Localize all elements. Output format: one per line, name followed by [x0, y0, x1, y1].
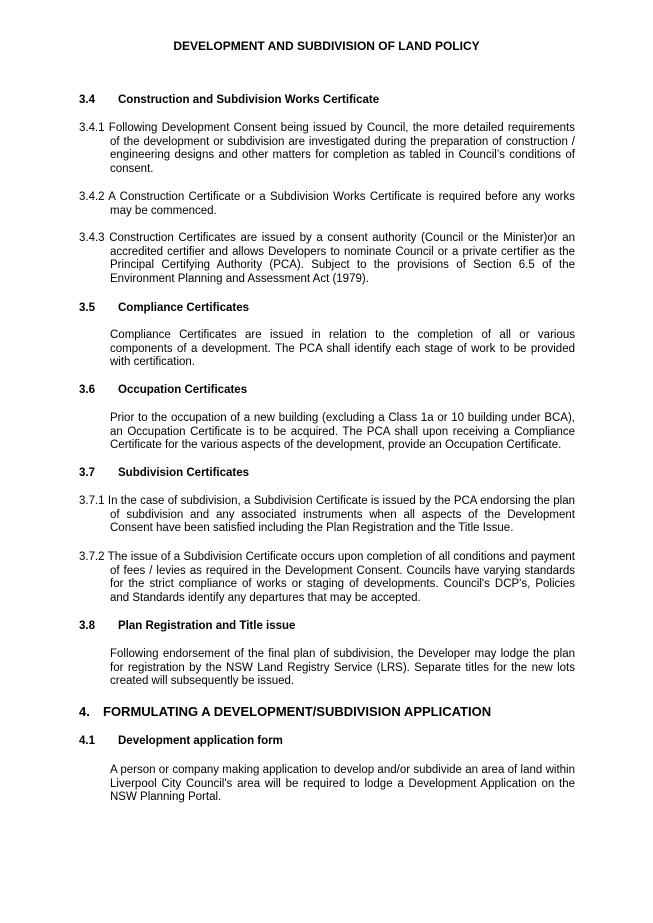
section-number: 4.: [79, 704, 90, 719]
paragraph-3-4-1: 3.4.1 Following Development Consent being issued by Council, the more detailed requirements of the development or subdivision are investigated during the preparation of construction / engineering designs and other matters for completion as tabled in Council’s conditions of consent.: [79, 122, 575, 175]
paragraph-4-1: A person or company making application to develop and/or subdivide an area of land within Liverpool City Council's area will be required to lodge a Development Application on the NSW Planning Portal.: [110, 764, 575, 804]
section-number: 3.7: [79, 467, 95, 479]
section-title: Plan Registration and Title issue: [118, 620, 296, 632]
section-title: FORMULATING A DEVELOPMENT/SUBDIVISION APPLICATION: [103, 704, 492, 719]
section-4-1-heading: [79, 735, 283, 749]
paragraph-3-8: Following endorsement of the final plan of subdivision, the Developer may lodge the plan for registration by the NSW Land Registry Service (LRS). Separate titles for the new lots created will subsequently be issued.: [110, 648, 575, 688]
section-title: Construction and Subdivision Works Certificate: [118, 94, 380, 106]
section-number: 3.5: [79, 302, 95, 314]
paragraph-3-5: Compliance Certificates are issued in relation to the completion of all or various components of a development. The PCA shall identify each stage of work to be provided with certification.: [110, 329, 575, 369]
section-3-5-heading: [79, 302, 249, 316]
section-number: 3.4: [79, 94, 95, 106]
paragraph-3-4-2: 3.4.2 A Construction Certificate or a Subdivision Works Certificate is required before any works may be commenced.: [79, 191, 575, 217]
section-number: 3.8: [79, 620, 95, 632]
section-title: Occupation Certificates: [118, 384, 248, 396]
paragraph-3-7-2: 3.7.2 The issue of a Subdivision Certificate occurs upon completion of all conditions and payment of fees / levies as required in the Development Consent. Councils have varying standards for the strict compliance of works or staging of developments. Council's DCP's, Policies and Standards identify any departures that may be accepted.: [79, 551, 575, 604]
section-title: Compliance Certificates: [118, 302, 250, 314]
paragraph-3-4-3: 3.4.3 Construction Certificates are issued by a consent authority (Council or the Minister)or an accredited certifier and allows Developers to nominate Council or a private certifier as the Principal Certifying Authority (PCA). Subject to the provisions of Section 6.5 of the Environment Planning and Assessment Act (1979).: [79, 232, 575, 285]
paragraph-3-6: Prior to the occupation of a new building (excluding a Class 1a or 10 building under BCA), an Occupation Certificate is to be acquired. The PCA shall upon receiving a Compliance Certificate for the various aspects of the development, provide an Occupation Certificate.: [110, 412, 575, 452]
section-3-8-heading: [79, 620, 295, 634]
section-3-6-heading: [79, 384, 247, 398]
section-number: 4.1: [79, 735, 95, 747]
section-title: Development application form: [118, 735, 283, 747]
section-3-4-heading: [79, 94, 379, 108]
document-title: DEVELOPMENT AND SUBDIVISION OF LAND POLICY: [173, 39, 480, 53]
section-title: Subdivision Certificates: [118, 467, 250, 479]
paragraph-3-7-1: 3.7.1 In the case of subdivision, a Subdivision Certificate is issued by the PCA endorsing the plan of subdivision and any associated instruments when all aspects of the Development Consent have been satisfied including the Plan Registration and the Title Issue.: [79, 495, 575, 535]
section-3-7-heading: [79, 467, 249, 481]
section-4-heading: [79, 705, 491, 719]
section-number: 3.6: [79, 384, 95, 396]
